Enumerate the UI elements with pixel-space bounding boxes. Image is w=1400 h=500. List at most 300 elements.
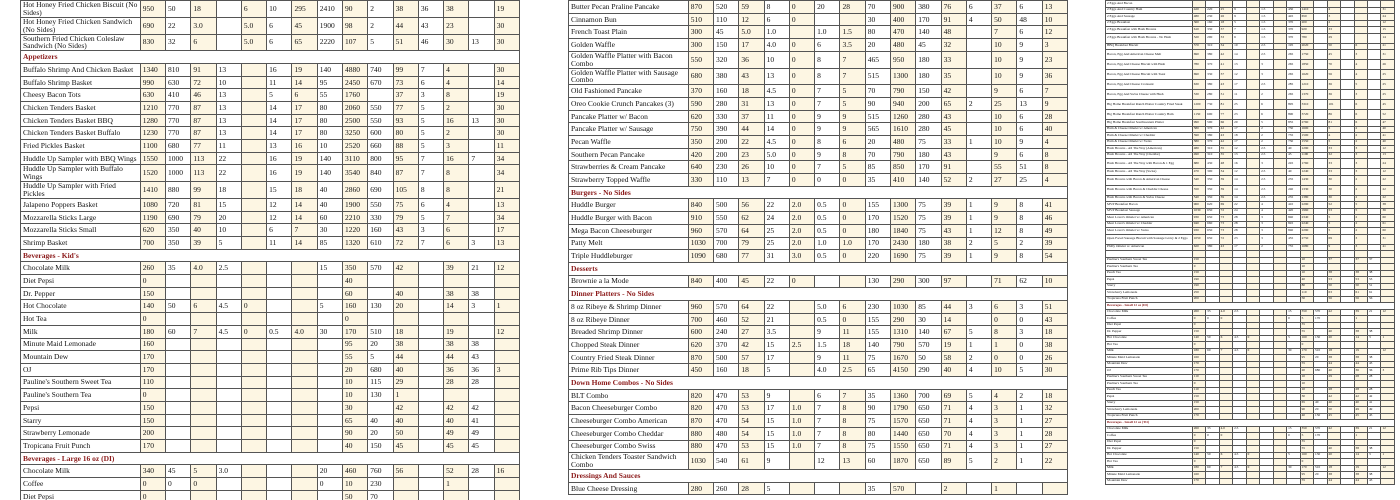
nutrition-value: 720 — [166, 198, 191, 211]
nutrition-value: 12 — [815, 453, 840, 470]
item-name: Hash Browns with Bacon & Cheddar Cheese — [1106, 185, 1193, 195]
nutrition-value — [393, 490, 418, 500]
nutrition-value: 51 — [1042, 300, 1067, 313]
nutrition-value: 11 — [494, 140, 519, 153]
nutrition-value: 780 — [1192, 60, 1205, 70]
nutrition-value: 290 — [891, 275, 916, 288]
nutrition-value — [1273, 100, 1286, 110]
nutrition-value: 5 — [418, 114, 443, 127]
nutrition-value: 620 — [140, 224, 165, 237]
nutrition-value: 0 — [789, 39, 814, 52]
nutrition-value: 90 — [865, 97, 890, 110]
nutrition-value: 36 — [1354, 368, 1367, 375]
nutrition-value: 57 — [739, 351, 764, 364]
nutrition-value: 170 — [1314, 316, 1327, 323]
nutrition-value: 20 — [368, 338, 393, 351]
nutrition-value: 14 — [292, 211, 317, 224]
nutrition-value: 44 — [941, 300, 966, 313]
nutrition-value: 820 — [688, 402, 713, 415]
nutrition-value: 840 — [1287, 215, 1300, 222]
nutrition-value — [216, 275, 241, 288]
nutrition-value: 700 — [916, 389, 941, 402]
nutrition-value — [216, 17, 241, 34]
nutrition-value: 1 — [992, 482, 1017, 495]
item-name: Buffalo Shrimp Basket — [21, 76, 141, 89]
nutrition-value — [368, 89, 393, 102]
nutrition-value — [1273, 33, 1286, 43]
nutrition-value: 150 — [368, 440, 393, 453]
nutrition-value: 4 — [1260, 208, 1273, 215]
nutrition-value: 2220 — [317, 34, 342, 51]
nutrition-value — [292, 440, 317, 453]
nutrition-value — [418, 275, 443, 288]
nutrition-value — [418, 313, 443, 326]
item-name: Meat Lover's Omelet w/ Swiss — [1106, 228, 1193, 235]
nutrition-value — [1273, 175, 1286, 185]
nutrition-value: 11 — [267, 76, 292, 89]
nutrition-value — [1206, 478, 1219, 485]
nutrition-value: 71 — [941, 402, 966, 415]
nutrition-value: 7 — [469, 152, 494, 165]
nutrition-value: 180 — [1192, 465, 1205, 472]
nutrition-value: 130 — [368, 300, 393, 313]
nutrition-value: 2.5 — [1233, 309, 1246, 316]
nutrition-value: 12 — [1233, 70, 1246, 80]
nutrition-table-column-1 — [20, 0, 520, 500]
nutrition-value: 3 — [1260, 159, 1273, 169]
nutrition-value — [1367, 33, 1380, 43]
nutrition-value: 25 — [764, 237, 789, 250]
nutrition-value: 14 — [1354, 335, 1367, 342]
nutrition-value: 52 — [1327, 202, 1340, 209]
nutrition-value: 9 — [1017, 39, 1042, 52]
nutrition-value: 87 — [191, 114, 216, 127]
nutrition-value: 40 — [393, 287, 418, 300]
nutrition-value: 200 — [714, 148, 739, 161]
nutrition-value: 170 — [140, 440, 165, 453]
nutrition-value: 12 — [1233, 169, 1246, 176]
nutrition-value: 870 — [688, 351, 713, 364]
nutrition-value: 300 — [1206, 169, 1219, 176]
nutrition-value: 2.0 — [789, 224, 814, 237]
nutrition-value: 620 — [1206, 202, 1219, 209]
section-title: Burgers - No Sides — [569, 186, 1068, 199]
nutrition-value: 4.5 — [1233, 348, 1246, 355]
nutrition-value: 40 — [368, 414, 393, 427]
nutrition-value: 19 — [494, 89, 519, 102]
nutrition-value: 155 — [865, 199, 890, 212]
nutrition-value: 540 — [714, 453, 739, 470]
nutrition-value — [241, 478, 266, 491]
nutrition-value: 4 — [992, 389, 1017, 402]
nutrition-value — [241, 427, 266, 440]
nutrition-value: 265 — [1287, 90, 1300, 100]
nutrition-value: 10 — [992, 136, 1017, 149]
nutrition-value — [1219, 478, 1232, 485]
nutrition-value: 3 — [469, 237, 494, 250]
nutrition-value: 140 — [317, 165, 342, 182]
nutrition-value — [191, 313, 216, 326]
nutrition-value: 45 — [1354, 413, 1367, 420]
nutrition-value — [418, 465, 443, 478]
nutrition-value: 190 — [1192, 277, 1205, 284]
nutrition-value: 5 — [267, 89, 292, 102]
nutrition-value: 12 — [739, 13, 764, 26]
nutrition-value: 42 — [1219, 50, 1232, 60]
table-row — [569, 174, 1068, 187]
nutrition-value: 4.5 — [1233, 335, 1246, 342]
nutrition-value — [1273, 60, 1286, 70]
nutrition-value: 190 — [1192, 283, 1205, 290]
nutrition-value: 0.5 — [815, 199, 840, 212]
nutrition-value — [444, 275, 469, 288]
nutrition-value: 2.5 — [1260, 185, 1273, 195]
nutrition-value: 42 — [1219, 126, 1232, 133]
nutrition-value: 43 — [941, 224, 966, 237]
nutrition-value: 36 — [1381, 208, 1395, 215]
nutrition-value: 630 — [1192, 80, 1205, 90]
nutrition-value — [292, 414, 317, 427]
nutrition-value: 1 — [966, 339, 991, 352]
nutrition-value: 410 — [1287, 202, 1300, 209]
nutrition-value: 1440 — [891, 427, 916, 440]
nutrition-value: 14 — [941, 313, 966, 326]
nutrition-value — [166, 376, 191, 389]
nutrition-value — [789, 300, 814, 313]
nutrition-value: 9 — [764, 389, 789, 402]
table-row — [1106, 33, 1395, 43]
nutrition-value: 600 — [368, 127, 393, 140]
nutrition-value: 20 — [393, 300, 418, 313]
nutrition-value: 31 — [764, 250, 789, 263]
nutrition-value: 0 — [241, 300, 266, 313]
nutrition-value: 25 — [1219, 7, 1232, 14]
nutrition-value: 3 — [1042, 39, 1067, 52]
nutrition-value: 2 — [1354, 139, 1367, 146]
nutrition-value: 5 — [992, 237, 1017, 250]
nutrition-value: 630 — [166, 76, 191, 89]
nutrition-value — [1341, 185, 1354, 195]
nutrition-table — [568, 0, 1068, 495]
nutrition-value: 11 — [840, 326, 865, 339]
nutrition-value: 170 — [1314, 433, 1327, 440]
nutrition-value: 56 — [393, 465, 418, 478]
nutrition-value: 0 — [140, 275, 165, 288]
nutrition-value: 9 — [1327, 244, 1340, 251]
item-name: Meat Lover's Omelet w/ American — [1106, 215, 1193, 222]
nutrition-value: 52 — [941, 174, 966, 187]
nutrition-value: 7 — [764, 174, 789, 187]
nutrition-value: 0 — [840, 199, 865, 212]
nutrition-value: 70 — [941, 427, 966, 440]
nutrition-value: 460 — [714, 313, 739, 326]
item-name: Brownie a la Mode — [569, 275, 689, 288]
nutrition-value: 39 — [1219, 185, 1232, 195]
nutrition-value — [469, 198, 494, 211]
nutrition-value: 3 — [1260, 221, 1273, 228]
nutrition-value: 1030 — [688, 453, 713, 470]
nutrition-value: 3250 — [343, 127, 368, 140]
nutrition-value: 150 — [1192, 270, 1205, 277]
nutrition-value: 550 — [714, 212, 739, 225]
nutrition-value — [267, 465, 292, 478]
nutrition-value — [166, 363, 191, 376]
nutrition-value — [418, 440, 443, 453]
nutrition-value: 4 — [1260, 202, 1273, 209]
nutrition-value: 43 — [1367, 361, 1380, 368]
nutrition-value: 25 — [1017, 174, 1042, 187]
table-row — [21, 313, 520, 326]
table-row — [21, 152, 520, 165]
nutrition-value — [418, 427, 443, 440]
nutrition-value: 930 — [1192, 228, 1205, 235]
nutrition-value: 8 — [1042, 148, 1067, 161]
item-name: Bacon, Egg And Cheese Croissant — [1106, 80, 1193, 90]
nutrition-value: 52 — [444, 465, 469, 478]
nutrition-value: 470 — [714, 402, 739, 415]
nutrition-value: 800 — [368, 152, 393, 165]
nutrition-value: 87 — [191, 102, 216, 115]
nutrition-value: 1.0 — [789, 427, 814, 440]
nutrition-value: 21 — [1367, 426, 1380, 433]
nutrition-value: 3 — [1260, 60, 1273, 70]
nutrition-value — [292, 465, 317, 478]
nutrition-value: 160 — [1192, 472, 1205, 479]
nutrition-value: 1230 — [140, 127, 165, 140]
nutrition-value: 30 — [865, 13, 890, 26]
nutrition-value: 2760 — [1300, 120, 1313, 127]
nutrition-value: 6 — [1354, 100, 1367, 110]
nutrition-value: 2 — [992, 453, 1017, 470]
nutrition-value: 840 — [688, 199, 713, 212]
nutrition-value: 95 — [1300, 355, 1313, 362]
nutrition-value: 22 — [166, 17, 191, 34]
nutrition-value: 4.0 — [815, 364, 840, 377]
item-name: Cheesy Bacon Tots — [21, 89, 141, 102]
nutrition-value: 180 — [1192, 348, 1205, 355]
nutrition-value: 5 — [1354, 202, 1367, 209]
nutrition-value — [494, 275, 519, 288]
nutrition-value: 810 — [166, 63, 191, 76]
nutrition-value: 14 — [1233, 50, 1246, 60]
item-name: Jalapeno Poppers Basket — [21, 198, 141, 211]
nutrition-value: 20 — [343, 363, 368, 376]
item-name: Southern Fried Chicken Coleslaw Sandwich (No Sides) — [21, 34, 141, 51]
nutrition-value: 1670 — [891, 351, 916, 364]
nutrition-value: 3 — [1354, 50, 1367, 60]
nutrition-value: 8 — [1042, 161, 1067, 174]
nutrition-value — [1246, 185, 1259, 195]
nutrition-value: 9 — [815, 351, 840, 364]
nutrition-value: 0 — [789, 148, 814, 161]
nutrition-value: 680 — [714, 250, 739, 263]
nutrition-value — [966, 148, 991, 161]
nutrition-value: 3 — [992, 427, 1017, 440]
nutrition-value: 0 — [789, 51, 814, 68]
nutrition-value: 10 — [343, 389, 368, 402]
nutrition-value: 76 — [941, 1, 966, 14]
section-title: Beverages - Large 16 oz (DI) — [21, 452, 520, 465]
nutrition-value: 34 — [1219, 43, 1232, 50]
nutrition-value: 18 — [1233, 133, 1246, 140]
nutrition-value: 10 — [992, 51, 1017, 68]
nutrition-value: 36 — [739, 51, 764, 68]
item-name: Strawberry Lemonade — [21, 427, 141, 440]
nutrition-value: 38 — [444, 287, 469, 300]
nutrition-value: 15 — [1287, 426, 1300, 433]
table-row — [21, 63, 520, 76]
nutrition-value: 70 — [865, 1, 890, 14]
nutrition-value: 30 — [494, 17, 519, 34]
nutrition-value: 7 — [815, 415, 840, 428]
nutrition-value: 200 — [1192, 296, 1205, 303]
nutrition-value: 700 — [714, 237, 739, 250]
item-name: Big Home Breakfast Ranch Platter Country Ham — [1106, 110, 1193, 120]
table-row — [569, 275, 1068, 288]
section-header-row — [21, 249, 520, 262]
nutrition-value: 38 — [1381, 202, 1395, 209]
nutrition-value: 1150 — [1192, 110, 1205, 120]
nutrition-value: 1760 — [343, 89, 368, 102]
nutrition-value: 730 — [1287, 126, 1300, 133]
item-name: MVP Breakfast Sausage — [1106, 208, 1193, 215]
nutrition-value: 2020 — [1300, 43, 1313, 50]
nutrition-value: 470 — [714, 440, 739, 453]
nutrition-value — [1341, 100, 1354, 110]
nutrition-value: 1.5 — [1260, 14, 1273, 21]
nutrition-value: 1340 — [140, 63, 165, 76]
nutrition-value: 60 — [1206, 348, 1219, 355]
nutrition-value — [469, 211, 494, 224]
nutrition-value: 30 — [444, 34, 469, 51]
nutrition-value: 9 — [815, 110, 840, 123]
nutrition-value: 2 — [966, 351, 991, 364]
nutrition-value: 36 — [1327, 80, 1340, 90]
nutrition-value: 50 — [916, 351, 941, 364]
nutrition-value: 14 — [267, 114, 292, 127]
nutrition-value: 23 — [1042, 51, 1067, 68]
nutrition-value: 36 — [1367, 368, 1380, 375]
nutrition-value — [267, 338, 292, 351]
nutrition-value — [1314, 100, 1327, 110]
nutrition-value: 1 — [992, 339, 1017, 352]
nutrition-value: 370 — [714, 339, 739, 352]
nutrition-value: 14 — [292, 76, 317, 89]
nutrition-value: 1750 — [1300, 50, 1313, 60]
nutrition-value: 380 — [1206, 80, 1219, 90]
nutrition-value — [216, 1, 241, 18]
nutrition-value: 150 — [1192, 329, 1205, 336]
nutrition-value: 7 — [1219, 348, 1232, 355]
nutrition-value: 10 — [992, 110, 1017, 123]
nutrition-value: 1900 — [343, 198, 368, 211]
nutrition-value: 0 — [191, 478, 216, 491]
nutrition-value: 28 — [1233, 215, 1246, 222]
nutrition-value: 40 — [1300, 413, 1313, 420]
section-header-row — [569, 262, 1068, 275]
nutrition-value: 17 — [1233, 139, 1246, 146]
nutrition-value: 430 — [1287, 7, 1300, 14]
nutrition-value: 3 — [1354, 169, 1367, 176]
nutrition-value: 0 — [1219, 316, 1232, 323]
nutrition-value: 0 — [789, 110, 814, 123]
nutrition-value: 0 — [1300, 459, 1313, 466]
nutrition-value: 3 — [966, 300, 991, 313]
nutrition-value — [1314, 478, 1327, 485]
table-row — [569, 453, 1068, 470]
nutrition-value: 245 — [1287, 159, 1300, 169]
nutrition-value: 105 — [393, 182, 418, 199]
nutrition-value — [166, 401, 191, 414]
nutrition-value: 14 — [1233, 185, 1246, 195]
nutrition-value: 17 — [1233, 80, 1246, 90]
nutrition-value: 0 — [992, 351, 1017, 364]
nutrition-value — [1314, 70, 1327, 80]
table-row — [21, 300, 520, 313]
nutrition-value: 2 — [1327, 20, 1340, 27]
table-row — [569, 415, 1068, 428]
item-name: Coffee — [21, 478, 141, 491]
nutrition-value: 1 — [966, 136, 991, 149]
nutrition-value: 13 — [494, 237, 519, 250]
nutrition-value: 37 — [739, 110, 764, 123]
nutrition-value: 4.5 — [1233, 452, 1246, 459]
nutrition-value: 91 — [941, 161, 966, 174]
item-name: Dr. Pepper — [21, 287, 141, 300]
nutrition-value: 1 — [1381, 335, 1395, 342]
nutrition-value: 470 — [714, 389, 739, 402]
nutrition-value: 18 — [1042, 326, 1067, 339]
nutrition-value: 470 — [714, 415, 739, 428]
nutrition-value: 515 — [865, 68, 890, 85]
nutrition-value: 19 — [1354, 465, 1367, 472]
nutrition-value: 5 — [840, 97, 865, 110]
nutrition-value: 690 — [166, 211, 191, 224]
nutrition-value: 160 — [1300, 335, 1313, 342]
table-row — [21, 325, 520, 338]
nutrition-value: 150 — [714, 39, 739, 52]
nutrition-value: 36 — [1327, 90, 1340, 100]
nutrition-value — [1273, 185, 1286, 195]
nutrition-value: 19 — [292, 152, 317, 165]
nutrition-value: 420 — [1287, 208, 1300, 215]
nutrition-value: 1280 — [140, 114, 165, 127]
nutrition-value: 75 — [916, 224, 941, 237]
nutrition-value: 0 — [840, 224, 865, 237]
nutrition-value: 36 — [418, 1, 443, 18]
nutrition-value: 5.0 — [739, 26, 764, 39]
nutrition-value: 4.5 — [1233, 465, 1246, 472]
nutrition-value: 38 — [444, 1, 469, 18]
table-row — [21, 198, 520, 211]
nutrition-value — [267, 490, 292, 500]
nutrition-value: 4 — [966, 364, 991, 377]
nutrition-value: 6 — [1260, 110, 1273, 120]
nutrition-value: 0 — [1017, 339, 1042, 352]
nutrition-value: 570 — [916, 339, 941, 352]
nutrition-value: 80 — [317, 114, 342, 127]
item-name: Golden Waffle — [569, 39, 689, 52]
nutrition-value: 6 — [1260, 100, 1273, 110]
nutrition-value: 1310 — [891, 326, 916, 339]
item-name: Diet Pepsi — [21, 490, 141, 500]
nutrition-value: 42 — [739, 339, 764, 352]
nutrition-value: 75 — [865, 440, 890, 453]
nutrition-value: 6 — [840, 136, 865, 149]
nutrition-value: 95 — [317, 76, 342, 89]
nutrition-value: 1.5 — [815, 339, 840, 352]
nutrition-value: 5 — [1327, 139, 1340, 146]
